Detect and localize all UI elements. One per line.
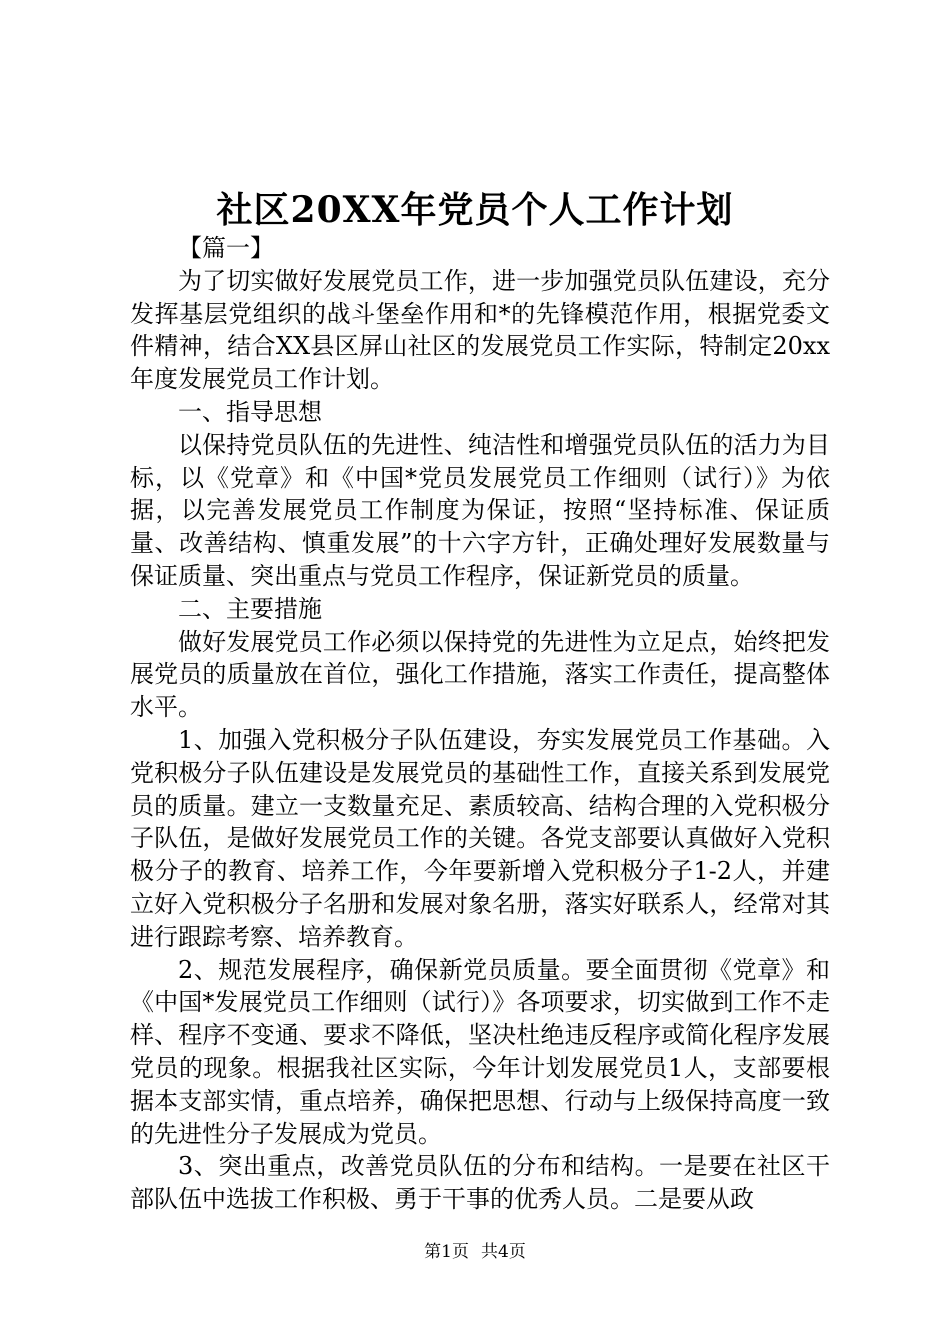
body-paragraph: 2、规范发展程序，确保新党员质量。要全面贯彻《党章》和《中国*发展党员工作细则（试行）》各项要求，切实做到工作不走样、程序不变通、要求不降低，坚决杜绝违反程序或简化程序发展党员的现象。根据我社区实际，今年计划发展党员1人，支部要根据本支部实情，重点培养，确保把思想、行动与上级保持高度一致的先进性分子发展成为党员。	[130, 955, 830, 1148]
section-heading: 一、指导思想	[178, 397, 322, 426]
page-total: 共4页	[481, 1242, 526, 1262]
document-title: 社区20XX年党员个人工作计划	[216, 189, 734, 231]
body-paragraph: 以保持党员队伍的先进性、纯洁性和增强党员队伍的活力为目标，以《党章》和《中国*党员发展党员工作细则（试行）》为依据，以完善发展党员工作制度为保证，按照“坚持标准、保证质量、改善结构、慎重发展”的十六字方针，正确处理好发展数量与保证质量、突出重点与党员工作程序，保证新党员的质量。	[130, 430, 830, 590]
page-number: 第1页	[424, 1242, 469, 1262]
page-footer	[0, 1241, 950, 1263]
body-paragraph: 为了切实做好发展党员工作，进一步加强党员队伍建设，充分发挥基层党组织的战斗堡垒作用和*的先锋模范作用，根据党委文件精神，结合XX县区屏山社区的发展党员工作实际，特制定20xx年度发展党员工作计划。	[130, 266, 830, 394]
body-paragraph: 3、突出重点，改善党员队伍的分布和结构。一是要在社区干部队伍中选拔工作积极、勇于干事的优秀人员。二是要从政	[130, 1152, 830, 1214]
body-paragraph: 做好发展党员工作必须以保持党的先进性为立足点，始终把发展党员的质量放在首位，强化工作措施，落实工作责任，提高整体水平。	[130, 627, 830, 722]
body-paragraph: 1、加强入党积极分子队伍建设，夯实发展党员工作基础。入党积极分子队伍建设是发展党员的基础性工作，直接关系到发展党员的质量。建立一支数量充足、素质较高、结构合理的入党积极分子队伍，是做好发展党员工作的关键。各党支部要认真做好入党积极分子的教育、培养工作，今年要新增入党积极分子1-2人，并建立好入党积极分子名册和发展对象名册，落实好联系人，经常对其进行跟踪考察、培养教育。	[130, 725, 830, 951]
section-heading: 【篇一】	[178, 234, 274, 262]
section-heading: 二、主要措施	[178, 594, 322, 623]
document-body	[130, 232, 830, 1216]
